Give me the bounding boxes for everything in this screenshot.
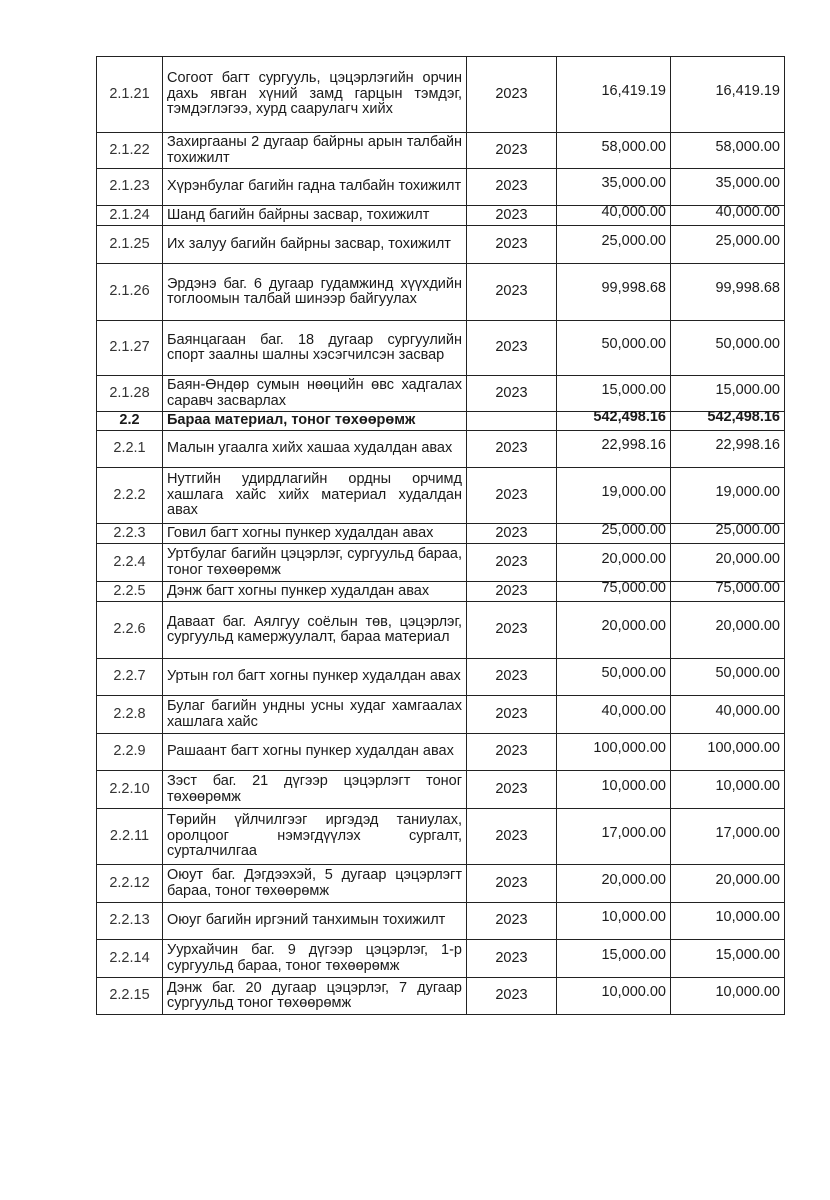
item-description: Уртын гол багт хогны пункер худалдан авах <box>163 659 467 696</box>
item-number: 2.1.28 <box>97 376 163 412</box>
item-amount <box>671 376 785 412</box>
table-row <box>97 582 785 602</box>
item-amount-value: 20,000.00 <box>715 871 780 888</box>
item-description: Зэст баг. 21 дүгээр цэцэрлэгт тоног төхөөрөмж <box>163 771 467 809</box>
table-row <box>97 978 785 1015</box>
item-description: Уртбулаг багийн цэцэрлэг, сургуульд бараа, тоног төхөөрөмж <box>163 544 467 582</box>
item-amount <box>671 809 785 865</box>
item-number: 2.2.1 <box>97 431 163 468</box>
item-plan-amount <box>557 602 671 659</box>
table-row <box>97 431 785 468</box>
item-year: 2023 <box>467 169 557 206</box>
item-number: 2.2.8 <box>97 696 163 734</box>
item-year: 2023 <box>467 264 557 321</box>
item-plan-amount <box>557 409 671 431</box>
item-description: Их залуу багийн байрны засвар, тохижилт <box>163 226 467 264</box>
item-plan-amount-value: 75,000.00 <box>601 579 666 596</box>
item-year: 2023 <box>467 602 557 659</box>
item-year: 2023 <box>467 133 557 169</box>
table-row <box>97 734 785 771</box>
item-number: 2.2.13 <box>97 903 163 940</box>
item-plan-amount <box>557 133 671 169</box>
table-row <box>97 659 785 696</box>
item-plan-amount <box>557 940 671 978</box>
item-year <box>467 412 557 431</box>
item-description: Баянцагаан баг. 18 дугаар сургуулийн спорт заалны шалны хэсэгчилсэн засвар <box>163 321 467 376</box>
item-plan-amount-value: 35,000.00 <box>601 175 666 192</box>
item-number: 2.1.22 <box>97 133 163 169</box>
table-row <box>97 133 785 169</box>
item-plan-amount <box>557 696 671 734</box>
item-description: Оюут баг. Дэгдээхэй, 5 дугаар цэцэрлэгт бараа, тоног төхөөрөмж <box>163 865 467 903</box>
item-plan-amount-value: 15,000.00 <box>601 946 666 963</box>
item-plan-amount-value: 25,000.00 <box>601 232 666 249</box>
item-year: 2023 <box>467 524 557 544</box>
item-number: 2.1.21 <box>97 57 163 133</box>
item-number: 2.2.3 <box>97 524 163 544</box>
item-amount-value: 99,998.68 <box>715 280 780 297</box>
item-plan-amount <box>557 544 671 582</box>
item-plan-amount-value: 16,419.19 <box>601 82 666 99</box>
item-amount-value: 25,000.00 <box>715 232 780 249</box>
item-plan-amount <box>557 431 671 468</box>
table-row <box>97 57 785 133</box>
item-year: 2023 <box>467 771 557 809</box>
item-year: 2023 <box>467 206 557 226</box>
item-number: 2.2.10 <box>97 771 163 809</box>
item-description: Баян-Өндөр сумын нөөцийн өвс хадгалах саравч засварлах <box>163 376 467 412</box>
item-plan-amount-value: 99,998.68 <box>601 280 666 297</box>
item-plan-amount-value: 58,000.00 <box>601 138 666 155</box>
item-amount-value: 17,000.00 <box>715 824 780 841</box>
item-amount-value: 16,419.19 <box>715 82 780 99</box>
item-plan-amount <box>557 978 671 1015</box>
item-amount <box>671 133 785 169</box>
item-amount <box>671 579 785 602</box>
item-year: 2023 <box>467 226 557 264</box>
item-plan-amount <box>557 865 671 903</box>
item-plan-amount <box>557 264 671 321</box>
item-description: Бараа материал, тоног төхөөрөмж <box>163 412 467 431</box>
item-description: Дэнж баг. 20 дугаар цэцэрлэг, 7 дугаар сургуульд тоног төхөөрөмж <box>163 978 467 1015</box>
item-plan-amount <box>557 468 671 524</box>
item-amount-value: 58,000.00 <box>715 138 780 155</box>
item-plan-amount <box>557 771 671 809</box>
item-amount-value: 75,000.00 <box>715 579 780 596</box>
item-number: 2.2.12 <box>97 865 163 903</box>
item-year: 2023 <box>467 734 557 771</box>
item-number: 2.1.26 <box>97 264 163 321</box>
item-description: Булаг багийн ундны усны худаг хамгаалах хашлага хайс <box>163 696 467 734</box>
item-amount-value: 40,000.00 <box>715 203 780 220</box>
budget-table <box>96 56 785 1015</box>
item-number: 2.2.11 <box>97 809 163 865</box>
item-number: 2.1.25 <box>97 226 163 264</box>
item-number: 2.2.5 <box>97 582 163 602</box>
item-amount-value: 19,000.00 <box>715 483 780 500</box>
item-plan-amount <box>557 57 671 133</box>
item-amount-value: 20,000.00 <box>715 550 780 567</box>
item-amount-value: 542,498.16 <box>707 409 780 426</box>
item-plan-amount-value: 20,000.00 <box>601 871 666 888</box>
item-description: Төрийн үйлчилгээг иргэдэд таниулах, оролцоог нэмэгдүүлэх сургалт, сурталчилгаа <box>163 809 467 865</box>
item-plan-amount-value: 20,000.00 <box>601 550 666 567</box>
item-number: 2.2 <box>97 412 163 431</box>
item-amount <box>671 203 785 226</box>
item-plan-amount-value: 10,000.00 <box>601 777 666 794</box>
item-amount-value: 20,000.00 <box>715 618 780 635</box>
item-plan-amount-value: 15,000.00 <box>601 381 666 398</box>
item-amount <box>671 734 785 771</box>
item-amount-value: 25,000.00 <box>715 521 780 538</box>
table-row <box>97 940 785 978</box>
item-plan-amount-value: 50,000.00 <box>601 336 666 353</box>
item-plan-amount-value: 40,000.00 <box>601 203 666 220</box>
item-amount <box>671 659 785 696</box>
item-description: Рашаант багт хогны пункер худалдан авах <box>163 734 467 771</box>
item-number: 2.2.7 <box>97 659 163 696</box>
item-plan-amount-value: 17,000.00 <box>601 824 666 841</box>
item-amount <box>671 521 785 544</box>
item-number: 2.2.15 <box>97 978 163 1015</box>
item-description: Уурхайчин баг. 9 дүгээр цэцэрлэг, 1-р сургуульд бараа, тоног төхөөрөмж <box>163 940 467 978</box>
item-number: 2.2.9 <box>97 734 163 771</box>
table-row <box>97 696 785 734</box>
item-plan-amount <box>557 579 671 602</box>
item-amount <box>671 409 785 431</box>
item-plan-amount <box>557 376 671 412</box>
item-year: 2023 <box>467 468 557 524</box>
item-year: 2023 <box>467 940 557 978</box>
item-year: 2023 <box>467 431 557 468</box>
item-number: 2.2.2 <box>97 468 163 524</box>
item-year: 2023 <box>467 321 557 376</box>
item-amount-value: 40,000.00 <box>715 702 780 719</box>
table-row <box>97 321 785 376</box>
item-description: Малын угаалга хийх хашаа худалдан авах <box>163 431 467 468</box>
item-description: Оюуг багийн иргэний танхимын тохижилт <box>163 903 467 940</box>
item-plan-amount-value: 10,000.00 <box>601 984 666 1001</box>
item-plan-amount <box>557 521 671 544</box>
item-year: 2023 <box>467 544 557 582</box>
table-row <box>97 376 785 412</box>
item-description: Даваат баг. Аялгуу соёлын төв, цэцэрлэг, сургуульд камержуулалт, бараа материал <box>163 602 467 659</box>
item-amount <box>671 226 785 264</box>
table-row <box>97 602 785 659</box>
item-number: 2.2.14 <box>97 940 163 978</box>
item-amount <box>671 431 785 468</box>
item-amount-value: 10,000.00 <box>715 984 780 1001</box>
budget-table-body <box>97 57 785 1015</box>
item-amount <box>671 978 785 1015</box>
item-plan-amount-value: 50,000.00 <box>601 665 666 682</box>
item-amount-value: 15,000.00 <box>715 381 780 398</box>
item-plan-amount <box>557 809 671 865</box>
item-description: Согоот багт сургууль, цэцэрлэгийн орчин дахь явган хүний замд гарцын тэмдэг, тэмдэглэгээ, хурд саарулагч хийх <box>163 57 467 133</box>
table-row <box>97 264 785 321</box>
table-row <box>97 468 785 524</box>
item-amount <box>671 940 785 978</box>
item-amount-value: 50,000.00 <box>715 336 780 353</box>
item-amount <box>671 321 785 376</box>
item-plan-amount <box>557 903 671 940</box>
item-amount <box>671 696 785 734</box>
item-description: Шанд багийн байрны засвар, тохижилт <box>163 206 467 226</box>
item-plan-amount-value: 22,998.16 <box>601 437 666 454</box>
item-amount <box>671 57 785 133</box>
table-row <box>97 809 785 865</box>
item-amount-value: 100,000.00 <box>707 740 780 757</box>
table-row <box>97 206 785 226</box>
section-row <box>97 412 785 431</box>
item-amount-value: 50,000.00 <box>715 665 780 682</box>
item-amount-value: 10,000.00 <box>715 777 780 794</box>
item-description: Эрдэнэ баг. 6 дугаар гудамжинд хүүхдийн тоглоомын талбай шинээр байгуулах <box>163 264 467 321</box>
item-plan-amount-value: 542,498.16 <box>593 409 666 426</box>
item-amount <box>671 903 785 940</box>
item-plan-amount-value: 19,000.00 <box>601 483 666 500</box>
item-plan-amount-value: 25,000.00 <box>601 521 666 538</box>
item-plan-amount-value: 20,000.00 <box>601 618 666 635</box>
item-plan-amount <box>557 734 671 771</box>
item-number: 2.1.23 <box>97 169 163 206</box>
item-amount <box>671 169 785 206</box>
table-row <box>97 524 785 544</box>
item-year: 2023 <box>467 659 557 696</box>
item-number: 2.1.27 <box>97 321 163 376</box>
item-plan-amount <box>557 203 671 226</box>
item-plan-amount-value: 10,000.00 <box>601 909 666 926</box>
item-amount <box>671 544 785 582</box>
item-description: Нутгийн удирдлагийн ордны орчимд хашлага хайс хийх материал худалдан авах <box>163 468 467 524</box>
item-number: 2.1.24 <box>97 206 163 226</box>
item-description: Захиргааны 2 дугаар байрны арын талбайн тохижилт <box>163 133 467 169</box>
item-year: 2023 <box>467 376 557 412</box>
item-amount <box>671 771 785 809</box>
item-amount <box>671 264 785 321</box>
item-year: 2023 <box>467 978 557 1015</box>
item-plan-amount <box>557 321 671 376</box>
item-year: 2023 <box>467 865 557 903</box>
item-plan-amount-value: 100,000.00 <box>593 740 666 757</box>
item-description: Хүрэнбулаг багийн гадна талбайн тохижилт <box>163 169 467 206</box>
table-row <box>97 544 785 582</box>
item-year: 2023 <box>467 57 557 133</box>
table-row <box>97 865 785 903</box>
item-description: Дэнж багт хогны пункер худалдан авах <box>163 582 467 602</box>
item-amount <box>671 602 785 659</box>
item-year: 2023 <box>467 809 557 865</box>
item-amount <box>671 468 785 524</box>
item-plan-amount <box>557 226 671 264</box>
table-row <box>97 169 785 206</box>
table-row <box>97 226 785 264</box>
item-amount-value: 10,000.00 <box>715 909 780 926</box>
item-amount <box>671 865 785 903</box>
table-row <box>97 903 785 940</box>
item-description: Говил багт хогны пункер худалдан авах <box>163 524 467 544</box>
item-year: 2023 <box>467 582 557 602</box>
item-amount-value: 35,000.00 <box>715 175 780 192</box>
item-year: 2023 <box>467 903 557 940</box>
table-row <box>97 771 785 809</box>
item-number: 2.2.6 <box>97 602 163 659</box>
item-plan-amount-value: 40,000.00 <box>601 702 666 719</box>
item-number: 2.2.4 <box>97 544 163 582</box>
item-plan-amount <box>557 169 671 206</box>
item-year: 2023 <box>467 696 557 734</box>
item-amount-value: 15,000.00 <box>715 946 780 963</box>
item-plan-amount <box>557 659 671 696</box>
item-amount-value: 22,998.16 <box>715 437 780 454</box>
